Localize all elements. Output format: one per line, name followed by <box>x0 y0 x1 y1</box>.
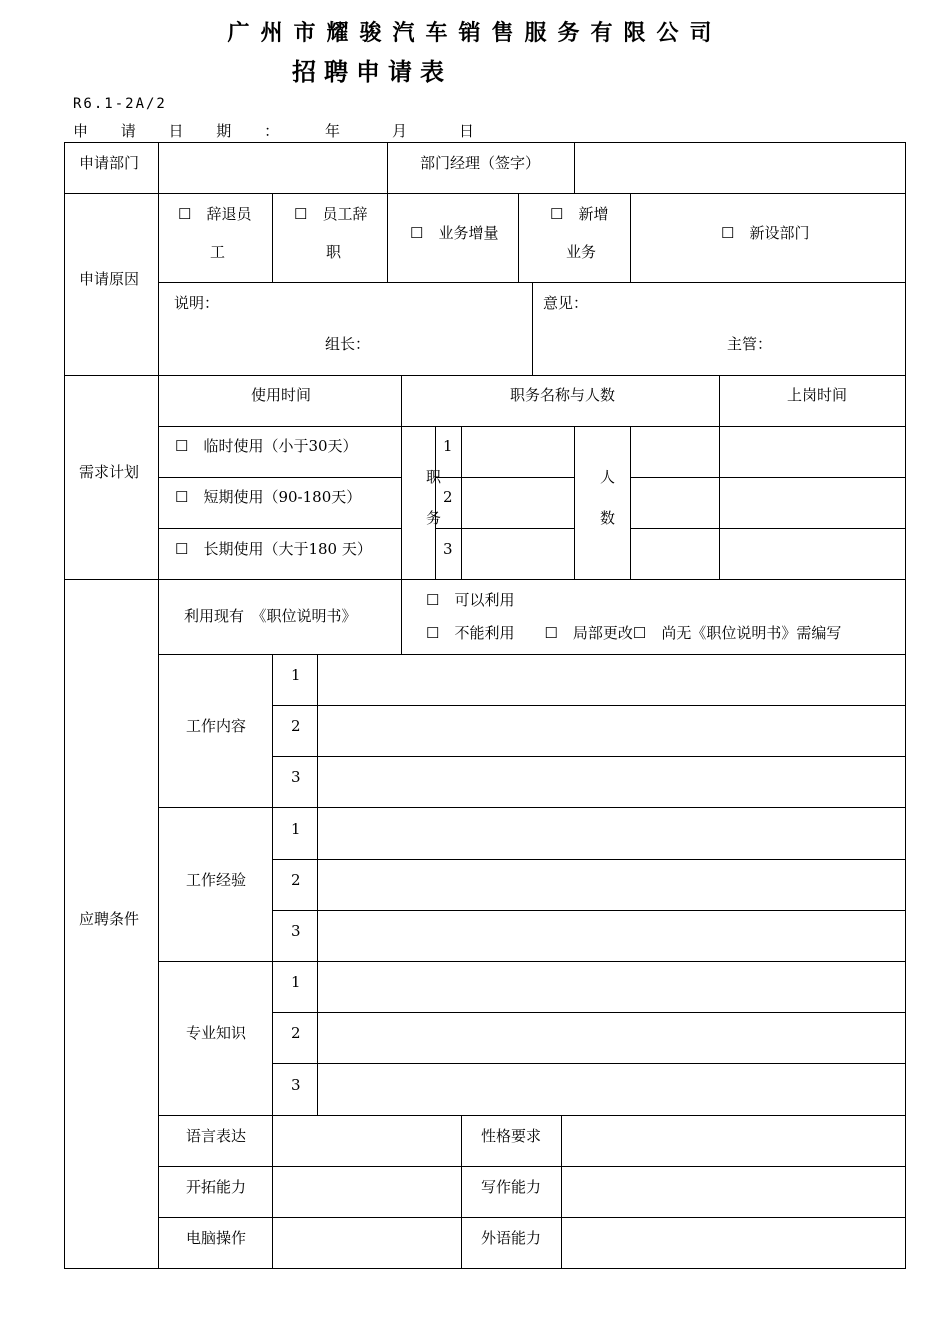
jd-label: 利用现有 《职位说明书》 <box>184 607 357 625</box>
personality-label: 性格要求 <box>481 1127 542 1145</box>
work-exp-num-1: 1 <box>291 820 301 838</box>
usage-short-checkbox[interactable]: ☐ 短期使用（90-180天） <box>175 488 362 506</box>
date-day: 日 <box>459 122 475 140</box>
table-rule-v <box>64 142 65 1269</box>
work-exp-label: 工作经验 <box>186 871 247 889</box>
work-exp-num-2: 2 <box>291 871 301 889</box>
usage-long-checkbox[interactable]: ☐ 长期使用（大于180 天） <box>175 540 372 558</box>
table-rule-h <box>158 807 906 808</box>
work-content-num-1: 1 <box>291 666 301 684</box>
job-char-2: 务 <box>426 509 442 527</box>
foreign-label: 外语能力 <box>481 1229 542 1247</box>
manager-sign-label: 部门经理（签字） <box>420 154 541 172</box>
table-rule-v <box>532 282 533 376</box>
knowledge-num-1: 1 <box>291 973 301 991</box>
job-num-2: 2 <box>443 488 453 506</box>
table-rule-h <box>158 426 906 427</box>
table-rule-h <box>272 705 906 706</box>
supervisor-label: 主管： <box>727 335 773 353</box>
work-exp-num-3: 3 <box>291 922 301 940</box>
reason-newbiz-line2: 业务 <box>566 243 597 261</box>
date-label: 申 请 日 期 ： <box>73 122 294 140</box>
reason-dismiss-checkbox[interactable]: ☐ 辞退员 <box>178 205 252 223</box>
table-rule-h <box>272 859 906 860</box>
table-rule-v <box>574 426 575 580</box>
reason-resign-line2: 职 <box>326 243 342 261</box>
col-start-time: 上岗时间 <box>787 386 848 404</box>
table-rule-h <box>158 961 906 962</box>
table-rule-v <box>387 142 388 194</box>
table-rule-h <box>158 528 402 529</box>
company-name: 广州市耀骏汽车销售服务有限公司 <box>227 21 723 46</box>
table-rule-v <box>561 1115 562 1269</box>
table-rule-h <box>158 477 402 478</box>
table-rule-v <box>461 426 462 580</box>
knowledge-num-3: 3 <box>291 1076 301 1094</box>
reason-resign-checkbox[interactable]: ☐ 员工辞 <box>294 205 368 223</box>
date-year: 年 <box>325 122 341 140</box>
table-rule-v <box>401 579 402 655</box>
table-rule-h <box>64 193 906 194</box>
knowledge-label: 专业知识 <box>186 1024 247 1042</box>
develop-label: 开拓能力 <box>186 1178 247 1196</box>
plan-label: 需求计划 <box>79 463 140 481</box>
reason-dismiss-line2: 工 <box>210 243 226 261</box>
table-rule-h <box>64 142 906 143</box>
table-rule-v <box>387 193 388 283</box>
date-month: 月 <box>392 122 408 140</box>
reason-label: 申请原因 <box>79 270 140 288</box>
job-num-3: 3 <box>443 540 453 558</box>
table-rule-v <box>158 142 159 1269</box>
writing-label: 写作能力 <box>481 1178 542 1196</box>
table-rule-v <box>461 1115 462 1269</box>
opinion-label: 意见： <box>543 294 589 312</box>
table-rule-h <box>158 1217 906 1218</box>
computer-label: 电脑操作 <box>186 1229 247 1247</box>
people-char-2: 数 <box>600 509 616 527</box>
table-rule-v <box>630 426 631 580</box>
table-rule-h <box>435 477 575 478</box>
doc-code: R6.1-2A/2 <box>73 96 167 112</box>
job-num-1: 1 <box>443 437 453 455</box>
table-rule-h <box>158 654 906 655</box>
reason-increase-checkbox[interactable]: ☐ 业务增量 <box>410 224 499 242</box>
knowledge-num-2: 2 <box>291 1024 301 1042</box>
table-rule-h <box>158 1166 906 1167</box>
table-rule-h <box>272 1012 906 1013</box>
usage-temp-checkbox[interactable]: ☐ 临时使用（小于30天） <box>175 437 358 455</box>
jd-usable-checkbox[interactable]: ☐ 可以利用 <box>426 591 515 609</box>
table-rule-v <box>630 193 631 283</box>
table-rule-h <box>64 375 906 376</box>
col-job-count: 职务名称与人数 <box>510 386 616 404</box>
table-rule-h <box>435 528 575 529</box>
leader-label: 组长： <box>325 335 371 353</box>
language-label: 语言表达 <box>186 1127 247 1145</box>
reason-newbiz-checkbox[interactable]: ☐ 新增 <box>550 205 609 223</box>
table-rule-h <box>630 477 906 478</box>
table-rule-v <box>518 193 519 283</box>
table-rule-v <box>435 426 436 580</box>
jd-options-checkboxes[interactable]: ☐ 不能利用 ☐ 局部更改☐ 尚无《职位说明书》需编写 <box>426 624 842 642</box>
req-label: 应聘条件 <box>79 910 140 928</box>
table-rule-h <box>272 910 906 911</box>
note-label: 说明： <box>174 294 220 312</box>
table-rule-v <box>574 142 575 194</box>
col-usage-time: 使用时间 <box>251 386 312 404</box>
dept-label: 申请部门 <box>79 154 140 172</box>
table-rule-h <box>272 1063 906 1064</box>
work-content-num-3: 3 <box>291 768 301 786</box>
table-rule-h <box>158 1115 906 1116</box>
form-title: 招聘申请表 <box>292 58 452 86</box>
table-rule-h <box>630 528 906 529</box>
table-rule-h <box>64 1268 906 1269</box>
people-char-1: 人 <box>600 468 616 486</box>
table-rule-h <box>64 579 906 580</box>
reason-newdept-checkbox[interactable]: ☐ 新设部门 <box>721 224 810 242</box>
work-content-label: 工作内容 <box>186 717 247 735</box>
table-rule-v <box>317 654 318 1116</box>
table-rule-h <box>272 756 906 757</box>
job-char-1: 职 <box>426 468 442 486</box>
table-rule-v <box>272 193 273 283</box>
work-content-num-2: 2 <box>291 717 301 735</box>
